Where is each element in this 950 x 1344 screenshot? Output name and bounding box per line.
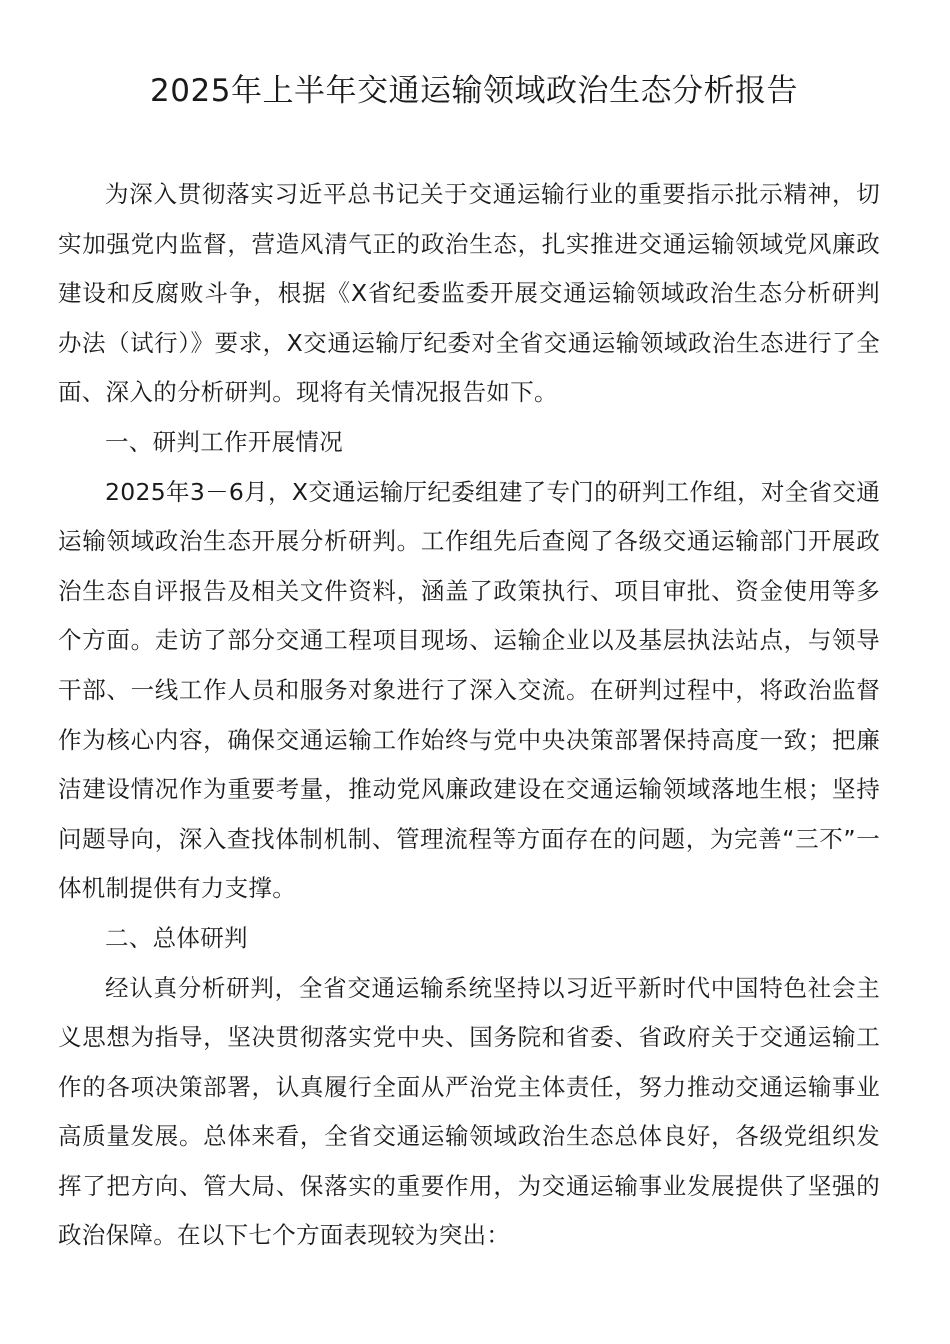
- section-heading-2: 二、总体研判: [105, 923, 248, 952]
- section-heading-1: 一、研判工作开展情况: [105, 427, 343, 456]
- document-title: 2025年上半年交通运输领域政治生态分析报告: [150, 73, 798, 109]
- section-1-paragraph: 2025年3－6月，X交通运输厅纪委组建了专门的研判工作组，对全省交通运输领域政治生态开展分析研判。工作组先后查阅了各级交通运输部门开展政治生态自评报告及相关文件资料，涵盖了政策执行、项目审批、资金使用等多个方面。走访了部分交通工程项目现场、运输企业以及基层执法站点，与领导干部、一线工作人员和服务对象进行了深入交流。在研判过程中，将政治监督作为核心内容，确保交通运输工作始终与党中央决策部署保持高度一致；把廉洁建设情况作为重要考量，推动党风廉政建设在交通运输领域落地生根；坚持问题导向，深入查找体制机制、管理流程等方面存在的问题，为完善“三不”一体机制提供有力支撑。: [58, 477, 880, 903]
- section-2-paragraph: 经认真分析研判，全省交通运输系统坚持以习近平新时代中国特色社会主义思想为指导，坚决贯彻落实党中央、国务院和省委、省政府关于交通运输工作的各项决策部署，认真履行全面从严治党主体责任，努力推动交通运输事业高质量发展。总体来看，全省交通运输领域政治生态总体良好，各级党组织发挥了把方向、管大局、保落实的重要作用，为交通运输事业发展提供了坚强的政治保障。在以下七个方面表现较为突出：: [58, 973, 880, 1250]
- intro-paragraph: 为深入贯彻落实习近平总书记关于交通运输行业的重要指示批示精神，切实加强党内监督，营造风清气正的政治生态，扎实推进交通运输领域党风廉政建设和反腐败斗争，根据《X省纪委监委开展交通运输领域政治生态分析研判办法（试行）》要求，X交通运输厅纪委对全省交通运输领域政治生态进行了全面、深入的分析研判。现将有关情况报告如下。: [58, 180, 880, 407]
